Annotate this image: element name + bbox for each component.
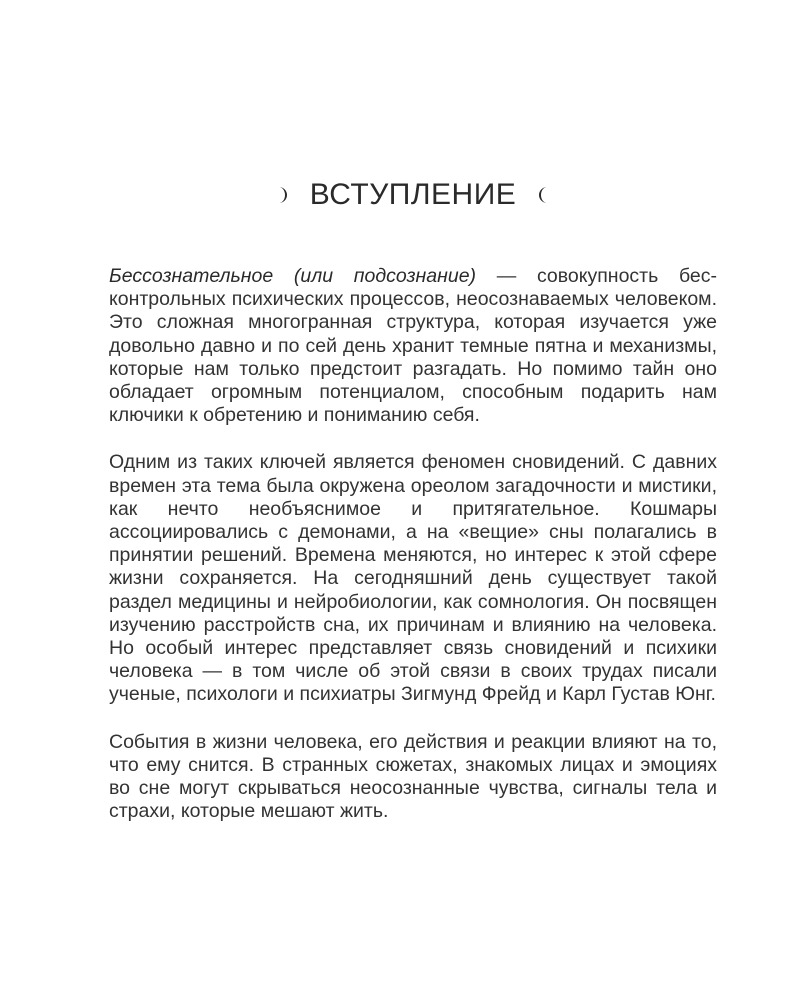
crescent-moon-icon — [272, 185, 292, 205]
paragraph-1-text: — совокупность бесконтрольных психических процессов, неосознаваемых человеком. Это сложная многогранная структура, которая изучается уже довольно давно и по сей день хранит темные пятна и механизмы, которые нам только предстоит разгадать. Но помимо тайн оно обладает огромным потенциалом, способным подарить нам ключики к обретению и пониманию себя. — [109, 265, 717, 427]
paragraph-1 — [109, 265, 717, 427]
paragraph-2: Одним из таких ключей является феномен сновидений. С давних времен эта тема была окружена ореолом загадочности и мистики, как нечто необъяснимое и притягательное. Кошмары ассоциировались с демонами, а на «вещие» сны полагались в принятии решений. Времена меняются, но интерес к этой сфере жизни сохраняется. На сегодняшний день существует такой раздел медицины и нейробиологии, как сомнология. Он посвящен изучению расстройств сна, их причинам и влиянию на человека. Но особый интерес представляет связь сновидений и психики человека — в том числе об этой связи в своих трудах писали ученые, психологи и психиатры Зигмунд Фрейд и Карл Густав Юнг. — [109, 451, 717, 706]
chapter-title: ВСТУПЛЕНИЕ — [309, 178, 517, 211]
paragraph-3: События в жизни человека, его действия и реакции влияют на то, что ему снится. В странных сюжетах, знакомых лицах и эмоциях во сне могут скрываться неосознанные чувства, сигналы тела и страхи, которые мешают жить. — [109, 730, 717, 823]
chapter-heading — [109, 175, 717, 215]
defined-term: Бессознательное (или подсознание) — [109, 265, 477, 287]
document-page — [109, 175, 717, 847]
crescent-moon-icon — [534, 185, 554, 205]
